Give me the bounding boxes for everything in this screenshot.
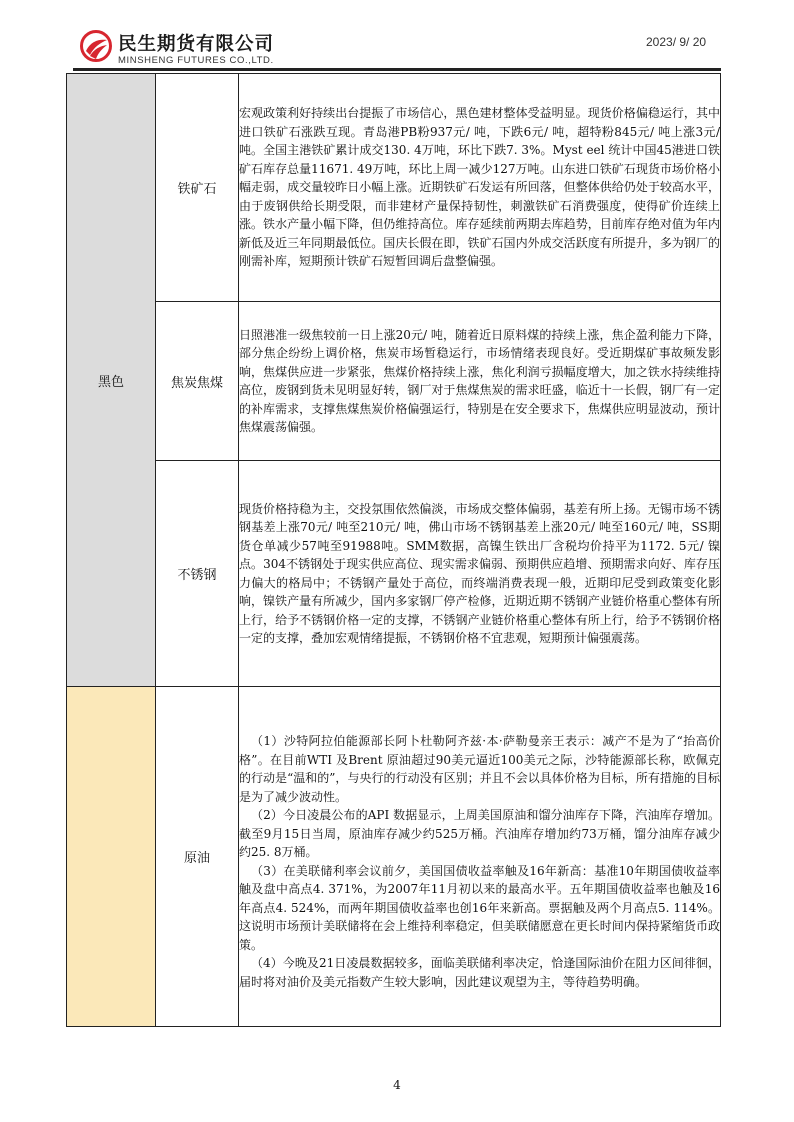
commodity-table xyxy=(66,73,721,1027)
company-name-cn: 民生期货有限公司 xyxy=(118,34,275,55)
page-number: 4 xyxy=(393,1078,401,1092)
company-name-en: MINSHENG FUTURES CO.,LTD. xyxy=(118,55,274,66)
commentary-text: 日照港准一级焦较前一日上涨20元/ 吨，随着近日原料煤的持续上涨，焦企盈利能力下降，部分焦企纷纷上调价格，焦炭市场暂稳运行，市场情绪表现良好。受近期煤矿事故频发影响，焦煤供应进一步紧张，焦煤价格持续上涨，焦化利润亏损幅度增大，加之铁水持续维持高位，废钢到货未见明显好转，钢厂对于焦煤焦炭的需求旺盛，临近十一长假，钢厂有一定的补库需求，支撑焦煤焦炭价格偏强运行，特别是在安全要求下，焦煤供应明显波动，预计焦煤震荡偏强。 xyxy=(239,327,720,434)
table-row-stainless-steel xyxy=(67,461,721,687)
category-black: 黑色 xyxy=(67,74,156,687)
table-row-crude-oil xyxy=(67,687,721,1027)
page-header xyxy=(0,0,794,72)
oil-paragraph-3: （3）在美联储利率会议前夕，美国国债收益率触及16年新高：基准10年期国债收益率触及盘中高点4. 371%，为2007年11月初以来的最高水平。五年期国债收益率也触及16年高点4. 524%，而两年期国债收益率也创16年来新高。票据触及两个月高点5. 114%。这说明市场预计美联储将在会上维持利率稳定，但美联储愿意在更长时间内保持紧缩货币政策。 xyxy=(239,863,720,952)
oil-paragraph-4: （4）今晚及21日凌晨数据较多，面临美联储利率决定，恰逢国际油价在阻力区间徘徊，届时将对油价及美元指数产生较大影响，因此建议观望为主，等待趋势明确。 xyxy=(239,956,720,989)
table-row-iron-ore xyxy=(67,74,721,302)
report-date: 2023/ 9/ 20 xyxy=(646,35,707,49)
commentary-stainless-steel xyxy=(239,461,721,687)
table-row-coke-coal xyxy=(67,302,721,461)
oil-paragraph-1: （1）沙特阿拉伯能源部长阿卜杜勒阿齐兹·本·萨勒曼亲王表示：减产不是为了“抬高价格”。在目前WTI 及Brent 原油超过90美元逼近100美元之际，沙特能源部长称，欧佩克的行动是“温和的”，与央行的行动没有区别；并且不会以具体价格为目标，所有措施的目标是为了减少波动性。 xyxy=(239,734,720,804)
commentary-coke-coal xyxy=(239,302,721,461)
commodity-stainless-steel: 不锈钢 xyxy=(156,461,239,687)
commentary-iron-ore xyxy=(239,74,721,302)
header-divider xyxy=(73,68,721,71)
commodity-crude-oil: 原油 xyxy=(156,687,239,1027)
commentary-text: 宏观政策利好持续出台提振了市场信心，黑色建材整体受益明显。现货价格偏稳运行，其中进口铁矿石涨跌互现。青岛港PB粉937元/ 吨，下跌6元/ 吨，超特粉845元/ 吨上涨3元/ 吨。全国主港铁矿累计成交130. 4万吨，环比下跌7. 3%。Myst eel 统计中国45港进口铁矿石库存总量11671. 49万吨，环比上周一减少127万吨。山东进口铁矿石现货市场价格小幅走弱，成交量较昨日小幅上涨。近期铁矿石发运有所回落，但整体供给仍处于较高水平，由于废钢供给长期受限，而非建材产量保持韧性，刺激铁矿石消费强度，使得矿价连续上涨。铁水产量小幅下降，但仍维持高位。库存延续前两期去库趋势，目前库存绝对值为年内新低及近三年同期最低位。国庆长假在即，铁矿石国内外成交活跃度有所提升，多为钢厂的刚需补库，短期预计铁矿石短暂回调后盘整偏强。 xyxy=(239,106,720,269)
oil-paragraph-2: （2）今日凌晨公布的API 数据显示，上周美国原油和馏分油库存下降，汽油库存增加。截至9月15日当周，原油库存减少约525万桶。汽油库存增加约73万桶，馏分油库存减少约25. 8万桶。 xyxy=(239,808,720,859)
minsheng-logo-icon xyxy=(80,30,112,62)
commentary-text: 现货价格持稳为主，交投氛围依然偏淡，市场成交整体偏弱，基差有所上扬。无锡市场不锈钢基差上涨70元/ 吨至210元/ 吨，佛山市场不锈钢基差上涨20元/ 吨至160元/ 吨，SS期货仓单减少57吨至91988吨。SMM数据，高镍生铁出厂含税均价持平为1172. 5元/ 镍点。304不锈钢处于现实供应高位、现实需求偏弱、预期供应趋增、预期需求向好、库存压力偏大的格局中；不锈钢产量处于高位，而终端消费表现一般，近期印尼受到政策变化影响，镍铁产量有所减少，国内多家钢厂停产检修，近期近期不锈钢产业链价格重心整体有所上行，给予不锈钢价格一定的支撑，不锈钢产业链价格重心整体有所上行，给予不锈钢价格一定的支撑，叠加宏观情绪提振，不锈钢价格不宜悲观，短期预计偏强震荡。 xyxy=(239,501,720,645)
commodity-coke-coal: 焦炭焦煤 xyxy=(156,302,239,461)
category-energy xyxy=(67,687,156,1027)
commodity-iron-ore: 铁矿石 xyxy=(156,74,239,302)
commentary-crude-oil xyxy=(239,687,721,1027)
